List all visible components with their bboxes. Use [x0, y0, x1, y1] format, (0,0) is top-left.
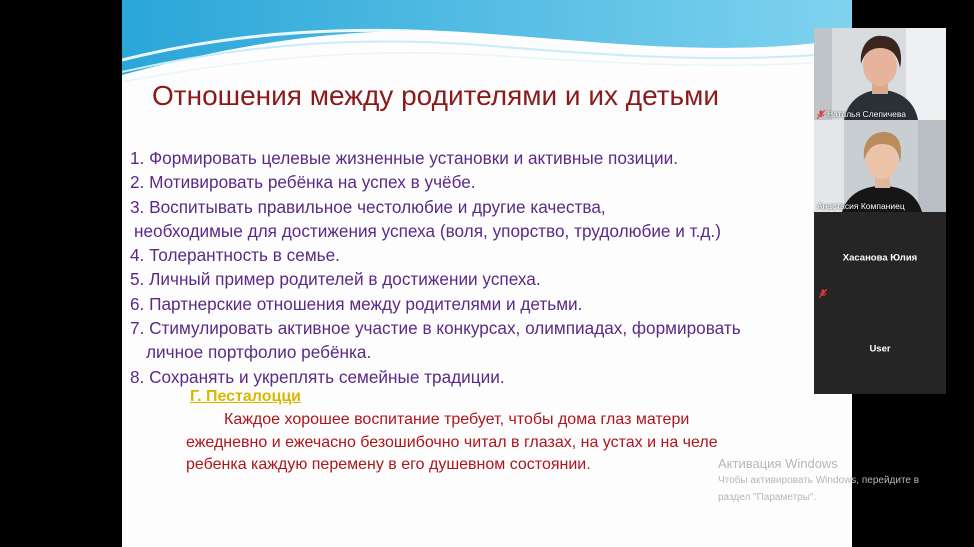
list-item: необходимые для достижения успеха (воля, упорство, трудолюбие и т.д.): [134, 220, 721, 241]
watermark-line: Чтобы активировать Windows, перейдите в: [718, 475, 920, 486]
list-item: 5. Личный пример родителей в достижении успеха.: [130, 269, 541, 290]
windows-activation-watermark: [718, 456, 919, 505]
quote-author: Г. Песталоцци: [190, 388, 302, 405]
participant-name: Хасанова Юлия: [842, 252, 918, 263]
quote-line: ежедневно и ежечасно безошибочно читал в глазах, на устах и на челе: [186, 433, 718, 451]
list-item: 1. Формировать целевые жизненные установки и активные позиции.: [130, 148, 679, 168]
participant-name: User: [869, 343, 891, 354]
list-item: личное портфолио ребёнка.: [146, 342, 372, 363]
participant-video: [814, 28, 946, 120]
mic-muted-icon: [819, 289, 827, 298]
list-item: 2. Мотивировать ребёнка на успех в учёбе.: [130, 172, 476, 193]
mic-muted-icon: [817, 110, 825, 119]
watermark-title: Активация Windows: [718, 456, 838, 471]
participant-name-label: [817, 201, 905, 211]
list-item: 7. Стимулировать активное участие в конкурсах, олимпиадах, формировать: [130, 318, 741, 339]
slide-wave-decoration: [122, 0, 852, 90]
list-item: 8. Сохранять и укреплять семейные традиции.: [130, 366, 505, 387]
participant-tile[interactable]: [814, 28, 946, 120]
participants-panel: [814, 28, 946, 394]
quote-block: [186, 409, 718, 477]
slide-title: Отношения между родителями и их детьми: [152, 80, 720, 111]
quote-line: Каждое хорошее воспитание требует, чтобы дома глаз матери: [224, 411, 690, 428]
list-item: 6. Партнерские отношения между родителями и детьми.: [130, 293, 583, 314]
participant-tile[interactable]: [814, 212, 946, 303]
watermark-line: раздел "Параметры".: [718, 492, 817, 503]
participant-name: Наталья Слепичева: [827, 109, 907, 119]
participant-tile[interactable]: [814, 303, 946, 394]
participant-name-label: [817, 109, 906, 119]
participant-video: [814, 120, 946, 212]
quote-line: ребенка каждую перемену в его душевном состоянии.: [186, 456, 591, 473]
list-item: 3. Воспитывать правильное честолюбие и другие качества,: [130, 196, 606, 217]
participant-tile[interactable]: [814, 120, 946, 212]
list-item: 4. Толерантность в семье.: [130, 245, 340, 266]
participant-name: Анастасия Компаниец: [817, 201, 905, 211]
slide-item-list: [130, 146, 741, 389]
